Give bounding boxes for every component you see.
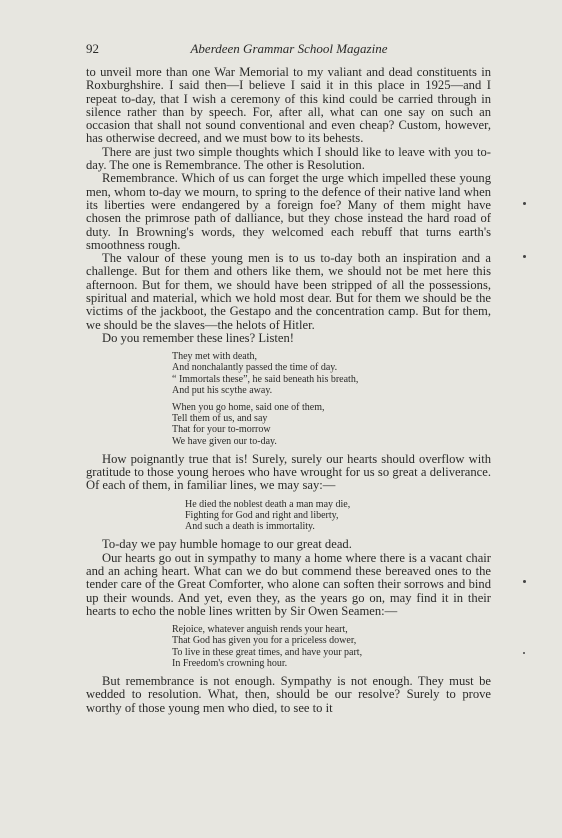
verse-stanza (185, 499, 491, 533)
verse-quotation (185, 499, 491, 533)
verse-stanza (172, 351, 491, 396)
verse-stanza (172, 402, 491, 447)
paragraph: To-day we pay humble homage to our great dead. (102, 537, 352, 552)
paragraph: Our hearts go out in sympathy to many a home where there is a vacant chair and an aching heart. What can we do but commend these bereaved ones to the tender care of the Great Comforter, who alone can soften their sorrows and bind up their wounds. And yet, even they, as the years go on, may find it in their hearts to echo the noble lines written by Sir Owen Seamen:— (86, 550, 491, 618)
paragraph: How poignantly true that is! Surely, surely our hearts should overflow with gratitude to those young heroes who have wrought for us so great a deliverance. Of each of them, in familiar lines, we may say:— (86, 451, 491, 493)
paragraph: The valour of these young men is to us to-day both an inspiration and a challenge. But for them and others like them, we should not be met here this afternoon. But for them, we should have been stripped of all the possessions, spiritual and material, which we hold most dear. But for them we should be the victims of the jackboot, the Gestapo and the concentration camp. But for them, we should be the slaves—the helots of Hitler. (86, 251, 491, 332)
verse-stanza (172, 624, 491, 669)
paragraph: Remembrance. Which of us can forget the urge which impelled these young men, whom to-day we mourn, to spring to the defence of their native land when its liberties were endangered by a foreign foe? Many of them might have chosen the primrose path of dalliance, but they chose instead the hard road of duty. In Browning's words, they welcomed each rebuff that turns earth's smoothness rough. (86, 171, 491, 252)
margin-speck (523, 202, 526, 205)
verse-line: And such a death is immortality. (185, 521, 315, 533)
verse-line: In Freedom's crowning hour. (172, 657, 288, 669)
verse-line: That for your to-morrow (172, 424, 271, 436)
paragraph: There are just two simple thoughts which I should like to leave with you to-day. The one is Remembrance. The other is Resolution. (86, 144, 491, 173)
verse-line: And put his scythe away. (172, 384, 273, 396)
article-body (86, 66, 491, 715)
verse-line: Fighting for God and right and liberty, (185, 509, 339, 521)
verse-line: That God has given you for a priceless dower, (172, 635, 357, 647)
page-number: 92 (86, 41, 99, 56)
margin-speck (523, 652, 525, 654)
verse-quotation (172, 351, 491, 447)
paragraph: But remembrance is not enough. Sympathy is not enough. They must be wedded to resolution. What, then, should be our resolve? Surely to prove worthy of those young men who died, to see to it (86, 673, 491, 715)
verse-line: To live in these great times, and have your part, (172, 646, 363, 658)
verse-line: We have given our to-day. (172, 435, 277, 447)
verse-line: Tell them of us, and say (172, 413, 268, 425)
verse-line: He died the noblest death a man may die, (185, 498, 351, 510)
margin-speck (523, 580, 526, 583)
margin-speck (523, 255, 526, 258)
running-title: Aberdeen Grammar School Magazine (190, 41, 388, 56)
paragraph: to unveil more than one War Memorial to my valiant and dead constituents in Roxburghshire. I said then—I believe I said it in this place in 1925—and I repeat to-day, that I wish a ceremony of this kind could be carried through in silence rather than by speech. For, after all, what can one say on such an occasion that shall not sound conventional and even cheap? Custom, however, has otherwise decreed, and we must bow to its behests. (86, 65, 491, 146)
verse-line: Rejoice, whatever anguish rends your heart, (172, 624, 348, 636)
verse-quotation (172, 624, 491, 669)
verse-line: When you go home, said one of them, (172, 402, 325, 414)
verse-line: “ Immortals these”, he said beneath his breath, (172, 373, 359, 385)
verse-line: They met with death, (172, 351, 257, 363)
paragraph: Do you remember these lines? Listen! (102, 330, 294, 345)
verse-line: And nonchalantly passed the time of day. (172, 362, 338, 374)
running-header (86, 41, 492, 59)
